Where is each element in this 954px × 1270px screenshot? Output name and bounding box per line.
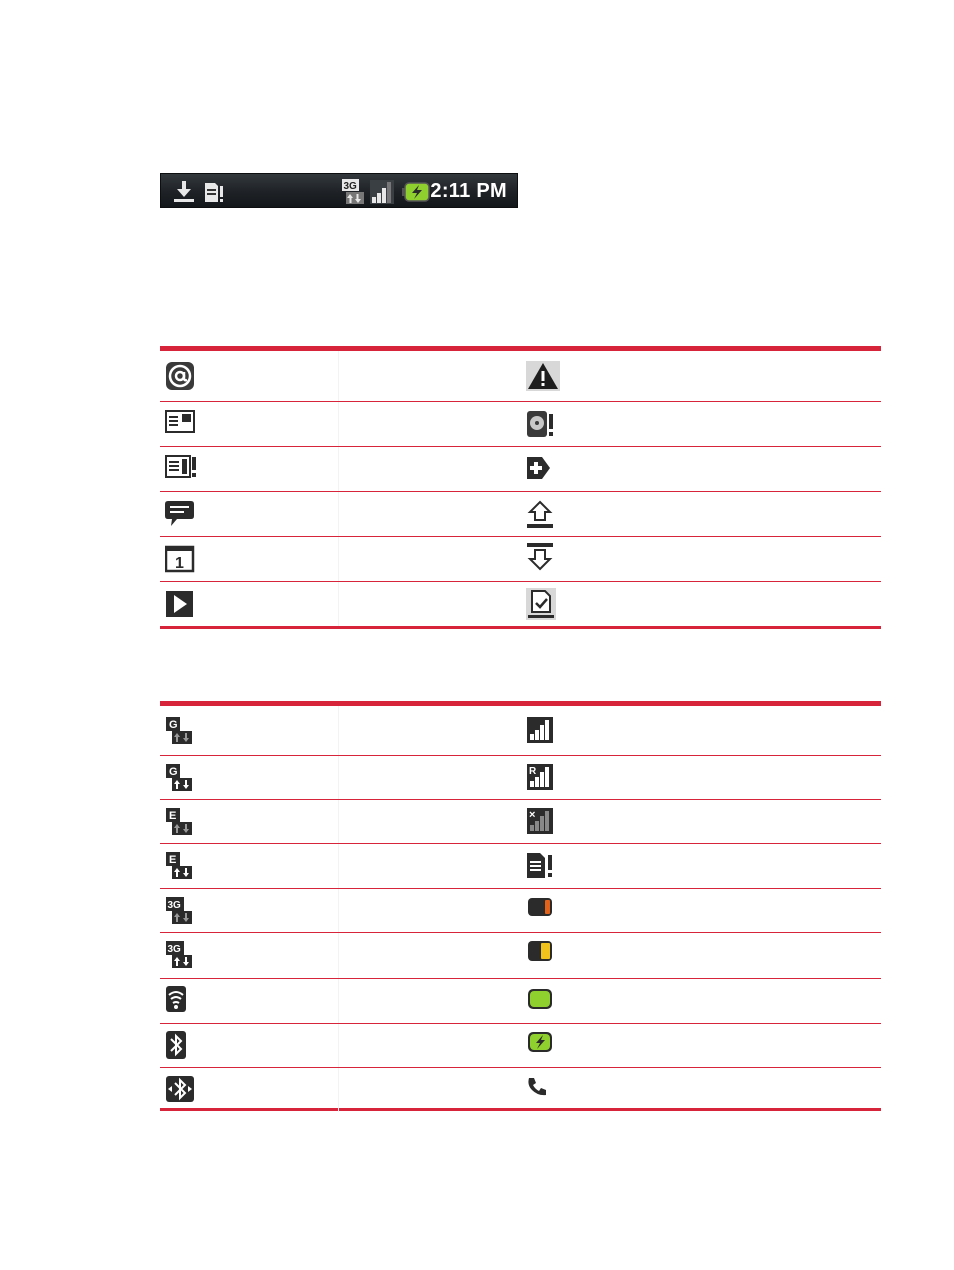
battery-full-icon [526,987,556,1017]
column-divider [338,1024,339,1067]
table-row [160,536,881,581]
download-icon [173,180,195,204]
sim-contact-icon [165,410,195,440]
svg-text:×: × [529,809,536,821]
download-complete-icon [526,588,556,618]
svg-text:R: R [529,766,537,777]
svg-text:E: E [169,810,177,822]
download-icon [526,541,556,571]
column-divider [338,1068,339,1112]
table-row [160,1023,881,1067]
3g-in-use-icon [165,940,195,970]
battery-low-icon [526,896,556,926]
calendar-icon [165,545,195,575]
calendar-day: 1 [175,555,184,572]
table-row [160,755,881,799]
no-sim-icon [526,851,556,881]
speakerphone-icon [526,1076,556,1106]
column-divider [338,447,339,491]
new-item-icon [526,455,556,485]
bluetooth-connected-icon [165,1075,195,1105]
battery-medium-icon [526,939,556,969]
bluetooth-icon [165,1030,195,1060]
column-divider [338,402,339,446]
column-divider [338,351,339,401]
table-row [160,888,881,932]
gprs-connected-icon [165,716,195,746]
signal-strength-icon [369,179,395,205]
sim-error-icon [165,455,195,485]
play-icon [165,590,195,620]
notification-icons-table [160,346,881,629]
3g-data-icon [341,178,365,205]
column-divider [338,889,339,932]
message-icon [165,500,195,530]
svg-text:G: G [169,766,178,778]
table-row [160,978,881,1023]
table-row [160,351,881,401]
3g-connected-icon [165,896,195,926]
storage-full-icon [526,410,556,440]
table-row [160,1067,881,1112]
column-divider [338,582,339,626]
column-divider [338,492,339,536]
column-divider [338,537,339,581]
clock-time: 2:11 PM [430,180,507,202]
table-row [160,843,881,888]
wifi-icon [165,985,195,1015]
warning-icon [526,361,556,391]
svg-text:3G: 3G [167,900,181,911]
column-divider [338,933,339,978]
svg-text:E: E [169,854,177,866]
column-divider [338,844,339,888]
column-divider [338,979,339,1023]
upload-icon [526,500,556,530]
column-divider [338,706,339,755]
column-divider [338,756,339,799]
svg-text:3G: 3G [167,944,181,955]
table-row [160,401,881,446]
email-icon [165,361,195,391]
battery-charging-icon [402,181,430,203]
edge-in-use-icon [165,851,195,881]
roaming-signal-icon [526,763,556,793]
sim-warning-icon [203,180,225,204]
gprs-in-use-icon [165,763,195,793]
edge-connected-icon [165,807,195,837]
table-row [160,799,881,843]
status-icons-table [160,701,881,1111]
table-row [160,706,881,755]
column-divider [338,800,339,843]
signal-icon [526,716,556,746]
table-row [160,932,881,978]
svg-text:G: G [169,719,178,731]
battery-charging-icon [526,1030,556,1060]
status-3g-label: 3G [343,181,357,192]
no-signal-icon [526,807,556,837]
table-row [160,491,881,536]
table-row [160,581,881,626]
status-bar [160,173,518,208]
table-row [160,446,881,491]
